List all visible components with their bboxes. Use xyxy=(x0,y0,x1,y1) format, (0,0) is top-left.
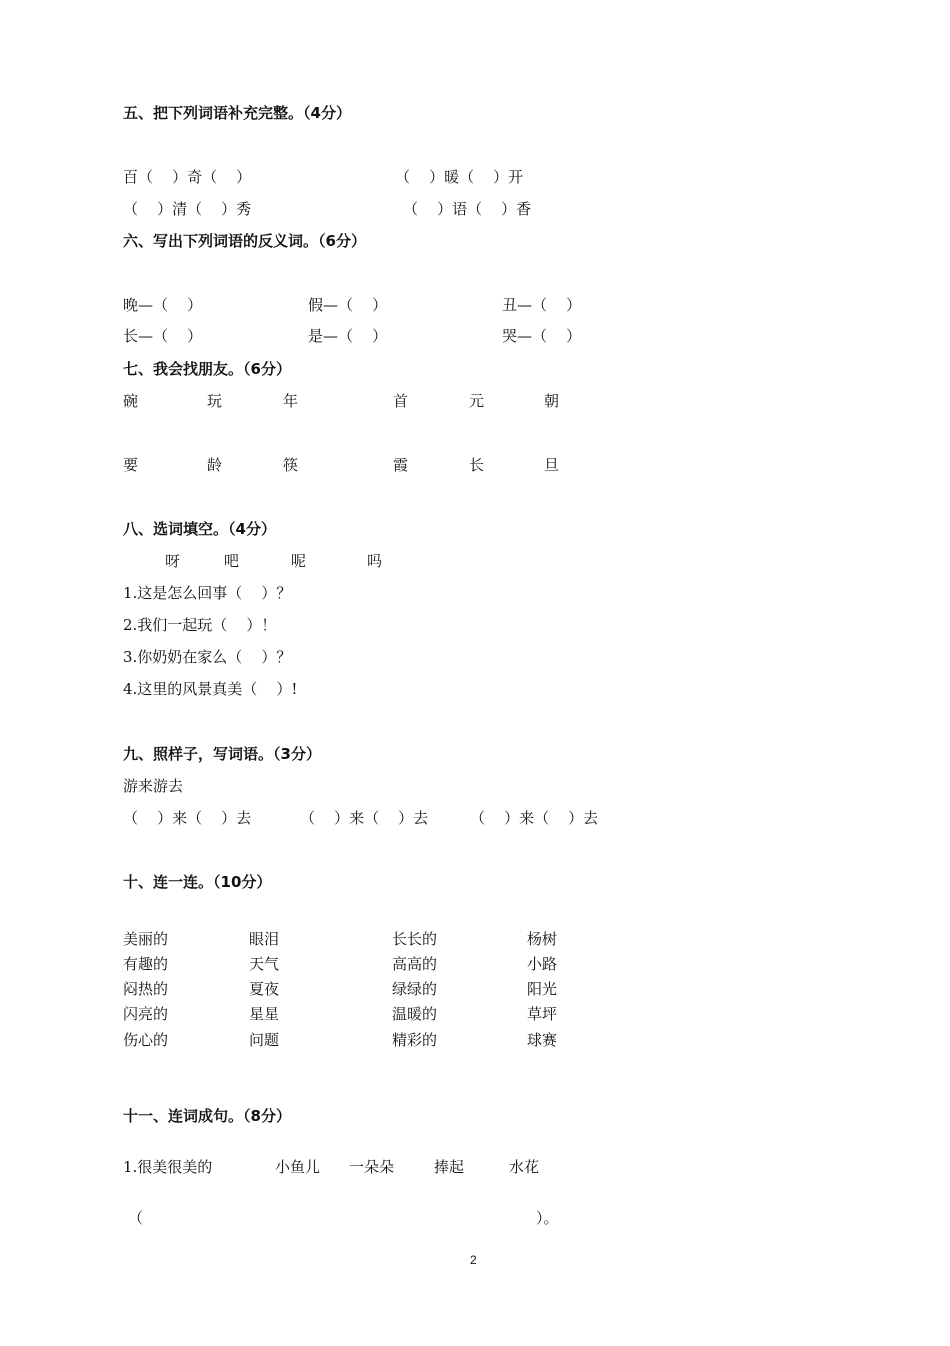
s11-answer-open-paren: （ xyxy=(128,1209,144,1227)
s7-char: 龄 xyxy=(207,456,223,474)
s10-col3-item: 高高的 xyxy=(392,955,438,973)
s7-char: 要 xyxy=(123,456,139,474)
s10-col1-item: 闪亮的 xyxy=(123,1005,169,1023)
s7-char: 长 xyxy=(469,456,485,474)
section10-title: 十、连一连。（10分） xyxy=(123,873,272,891)
s7-char: 霞 xyxy=(393,456,409,474)
s8-item: 4.这里的风景真美（ ）! xyxy=(123,680,298,698)
s6-r1-item: 假—（ ） xyxy=(308,296,388,314)
section9-title: 九、照样子，写词语。（3分） xyxy=(123,745,321,763)
s7-char: 旦 xyxy=(544,456,560,474)
s10-col4-item: 阳光 xyxy=(527,980,558,998)
s6-r2-item: 是—（ ） xyxy=(308,327,388,345)
s9-blank: （ ）来（ ）去 xyxy=(470,809,599,827)
s5-row1-left: 百（ ）奇（ ） xyxy=(123,168,252,186)
page-number: 2 xyxy=(470,1253,477,1267)
s6-r1-item: 晚—（ ） xyxy=(123,296,203,314)
s7-char: 年 xyxy=(283,392,299,410)
s10-col1-item: 美丽的 xyxy=(123,930,169,948)
section6-title: 六、写出下列词语的反义词。（6分） xyxy=(123,232,366,250)
s10-col2-item: 夏夜 xyxy=(249,980,280,998)
s10-col2-item: 星星 xyxy=(249,1005,280,1023)
s9-example: 游来游去 xyxy=(123,777,184,795)
s8-word: 呢 xyxy=(291,552,307,570)
s6-r1-item: 丑—（ ） xyxy=(502,296,582,314)
s5-row2-left: （ ）清（ ）秀 xyxy=(123,200,252,218)
s10-col3-item: 精彩的 xyxy=(392,1031,438,1049)
s10-col1-item: 闷热的 xyxy=(123,980,169,998)
s10-col3-item: 温暖的 xyxy=(392,1005,438,1023)
s9-blank: （ ）来（ ）去 xyxy=(300,809,429,827)
s6-r2-item: 哭—（ ） xyxy=(502,327,582,345)
s7-char: 筷 xyxy=(283,456,299,474)
s10-col2-item: 问题 xyxy=(249,1031,280,1049)
s10-col4-item: 小路 xyxy=(527,955,558,973)
section5-title: 五、把下列词语补充完整。（4分） xyxy=(123,104,351,122)
s8-word: 呀 xyxy=(165,552,181,570)
s9-blank: （ ）来（ ）去 xyxy=(123,809,252,827)
s7-char: 元 xyxy=(469,392,485,410)
s8-word: 吧 xyxy=(224,552,240,570)
s8-item: 2.我们一起玩（ ）！ xyxy=(123,616,277,634)
s8-word: 吗 xyxy=(367,552,383,570)
s10-col1-item: 伤心的 xyxy=(123,1031,169,1049)
s7-char: 碗 xyxy=(123,392,139,410)
s10-col2-item: 天气 xyxy=(249,955,280,973)
s11-q1-word: 捧起 xyxy=(434,1158,465,1176)
s10-col4-item: 草坪 xyxy=(527,1005,558,1023)
s7-char: 玩 xyxy=(207,392,223,410)
s8-item: 3.你奶奶在家么（ ）？ xyxy=(123,648,292,666)
s10-col3-item: 绿绿的 xyxy=(392,980,438,998)
s11-q1-word: 一朵朵 xyxy=(349,1158,395,1176)
s11-q1-word: 小鱼儿 xyxy=(275,1158,321,1176)
s10-col4-item: 杨树 xyxy=(527,930,558,948)
s8-item: 1.这是怎么回事（ ）？ xyxy=(123,584,292,602)
s7-char: 首 xyxy=(393,392,409,410)
s10-col4-item: 球赛 xyxy=(527,1031,558,1049)
s5-row1-right: （ ）暖（ ）开 xyxy=(395,168,524,186)
s11-answer-close-paren: ）。 xyxy=(536,1209,559,1227)
section8-title: 八、选词填空。（4分） xyxy=(123,520,276,538)
section11-title: 十一、连词成句。（8分） xyxy=(123,1107,291,1125)
s5-row2-right: （ ）语（ ）香 xyxy=(403,200,532,218)
s10-col2-item: 眼泪 xyxy=(249,930,280,948)
s10-col3-item: 长长的 xyxy=(392,930,438,948)
s11-q1-word: 水花 xyxy=(509,1158,540,1176)
s10-col1-item: 有趣的 xyxy=(123,955,169,973)
s6-r2-item: 长—（ ） xyxy=(123,327,203,345)
s7-char: 朝 xyxy=(544,392,560,410)
s11-q1-number: 1.很美很美的 xyxy=(123,1158,213,1176)
section7-title: 七、我会找朋友。（6分） xyxy=(123,360,291,378)
